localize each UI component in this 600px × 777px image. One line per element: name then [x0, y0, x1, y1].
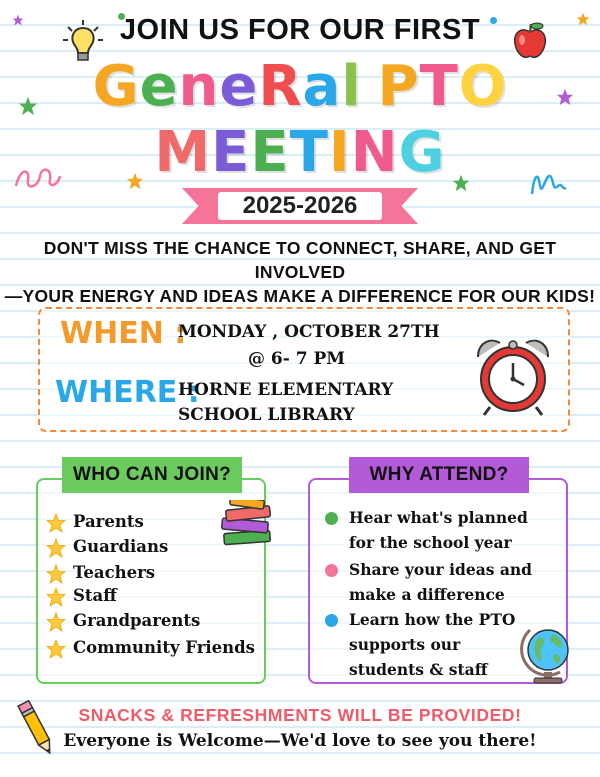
- bullet-dot: [325, 614, 338, 627]
- title-2-letter: T: [289, 120, 329, 185]
- tagline-line-1: DON'T MISS THE CHANCE TO CONNECT, SHARE, AND GET INVOLVED: [43, 238, 557, 282]
- who-can-join-item: Community Friends: [73, 638, 255, 657]
- title-1-letter: e: [219, 54, 259, 119]
- title-2-letter: E: [211, 120, 251, 185]
- why-attend-item: [349, 505, 539, 555]
- alarm-clock-icon: [470, 333, 556, 419]
- books-icon: [218, 500, 276, 548]
- why-attend-item-line: students & staff: [349, 660, 488, 679]
- why-attend-item-line: Hear what's planned: [349, 508, 528, 527]
- why-attend-item: [349, 557, 539, 607]
- star-icon: [46, 538, 66, 563]
- snacks-notice: SNACKS & REFRESHMENTS WILL BE PROVIDED!: [78, 705, 522, 725]
- where-line-2: SCHOOL LIBRARY: [178, 405, 355, 425]
- title-line-1: [0, 52, 600, 122]
- who-can-join-item: Parents: [73, 512, 144, 531]
- title-2-letter: I: [328, 120, 351, 185]
- title-1-letter: [362, 52, 378, 122]
- who-can-join-item: Staff: [73, 586, 117, 605]
- title-1-letter: G: [92, 54, 140, 119]
- why-attend-item-line: supports our: [349, 635, 461, 654]
- header-top-line: JOIN US FOR OUR FIRST: [119, 14, 481, 46]
- title-1-letter: a: [302, 54, 342, 119]
- who-can-join-item: Teachers: [73, 563, 156, 582]
- bullet-dot: [325, 564, 338, 577]
- where-label: WHERE :: [55, 375, 200, 410]
- when-time: @ 6- 7 PM: [248, 349, 346, 369]
- why-attend-item-line: make a difference: [349, 585, 505, 604]
- year-banner: [182, 188, 418, 224]
- title-1-letter: n: [178, 54, 220, 119]
- why-attend-item-line: Share your ideas and: [349, 560, 533, 579]
- bullet-dot: [325, 512, 338, 525]
- globe-icon: [520, 620, 576, 684]
- tagline: [0, 236, 600, 308]
- star-icon: [46, 564, 66, 589]
- star-icon: [46, 639, 66, 664]
- why-attend-heading: WHY ATTEND?: [349, 457, 529, 493]
- title-2-letter: G: [398, 120, 446, 185]
- title-1-letter: O: [458, 54, 508, 119]
- when-date: MONDAY , OCTOBER 27TH: [178, 322, 440, 342]
- why-attend-item-line: Learn how the PTO: [349, 610, 516, 629]
- title-2-letter: M: [154, 120, 212, 185]
- why-attend-item-line: for the school year: [349, 533, 512, 552]
- tagline-line-2: —YOUR ENERGY AND IDEAS MAKE A DIFFERENCE FOR OUR KIDS!: [4, 286, 596, 306]
- star-icon: [46, 587, 66, 612]
- title-1-letter: R: [258, 54, 303, 119]
- title-1-letter: T: [419, 54, 459, 119]
- who-can-join-item: Guardians: [73, 537, 169, 556]
- title-2-letter: E: [250, 120, 290, 185]
- where-line-1: HORNE ELEMENTARY: [178, 380, 394, 400]
- title-1-letter: l: [341, 54, 362, 119]
- who-can-join-heading: WHO CAN JOIN?: [62, 457, 242, 493]
- title-1-letter: e: [139, 54, 179, 119]
- who-can-join-item: Grandparents: [73, 611, 201, 630]
- year-text: 2025-2026: [218, 192, 382, 220]
- star-icon: [46, 513, 66, 538]
- why-attend-item: [349, 607, 539, 682]
- when-label: WHEN :: [60, 316, 187, 351]
- title-1-letter: P: [377, 54, 420, 119]
- welcome-message: Everyone is Welcome—We'd love to see you there!: [63, 731, 537, 751]
- title-line-2: [0, 118, 600, 188]
- title-2-letter: N: [350, 120, 399, 185]
- star-icon: [46, 612, 66, 637]
